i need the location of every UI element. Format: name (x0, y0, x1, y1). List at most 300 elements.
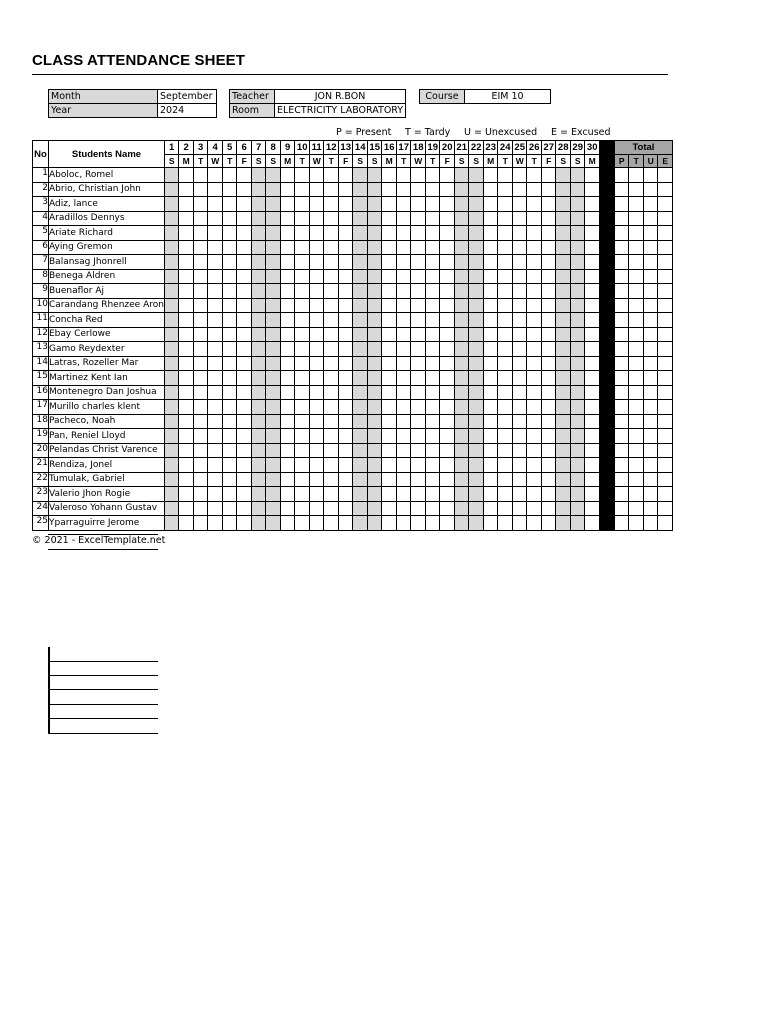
attendance-cell[interactable] (237, 501, 252, 516)
attendance-cell[interactable] (527, 226, 542, 241)
attendance-cell[interactable] (295, 487, 310, 502)
attendance-cell[interactable] (237, 371, 252, 386)
attendance-cell[interactable] (382, 443, 397, 458)
month-value[interactable]: September (157, 89, 217, 104)
attendance-cell[interactable] (208, 211, 223, 226)
attendance-cell[interactable] (512, 356, 527, 371)
attendance-cell[interactable] (309, 197, 324, 212)
attendance-cell[interactable] (440, 269, 455, 284)
attendance-cell[interactable] (382, 197, 397, 212)
attendance-cell[interactable] (570, 385, 585, 400)
attendance-cell[interactable] (164, 356, 179, 371)
attendance-cell[interactable] (512, 342, 527, 357)
attendance-cell[interactable] (251, 226, 266, 241)
attendance-cell[interactable] (179, 487, 194, 502)
attendance-cell[interactable] (512, 472, 527, 487)
attendance-cell[interactable] (585, 516, 600, 531)
attendance-cell[interactable] (295, 516, 310, 531)
attendance-cell[interactable] (396, 284, 411, 299)
attendance-cell[interactable] (295, 429, 310, 444)
attendance-cell[interactable] (382, 182, 397, 197)
attendance-cell[interactable] (193, 342, 208, 357)
attendance-cell[interactable] (251, 313, 266, 328)
attendance-cell[interactable] (556, 501, 571, 516)
attendance-cell[interactable] (411, 458, 426, 473)
attendance-cell[interactable] (222, 168, 237, 183)
attendance-cell[interactable] (585, 371, 600, 386)
attendance-cell[interactable] (164, 371, 179, 386)
attendance-cell[interactable] (512, 284, 527, 299)
attendance-cell[interactable] (309, 443, 324, 458)
attendance-cell[interactable] (454, 168, 469, 183)
attendance-cell[interactable] (324, 327, 339, 342)
attendance-cell[interactable] (396, 342, 411, 357)
attendance-cell[interactable] (556, 516, 571, 531)
attendance-cell[interactable] (280, 182, 295, 197)
attendance-cell[interactable] (179, 342, 194, 357)
attendance-cell[interactable] (237, 487, 252, 502)
attendance-cell[interactable] (541, 342, 556, 357)
student-name[interactable]: Tumulak, Gabriel (49, 472, 165, 487)
attendance-cell[interactable] (570, 197, 585, 212)
attendance-cell[interactable] (324, 516, 339, 531)
attendance-cell[interactable] (208, 472, 223, 487)
attendance-cell[interactable] (498, 385, 513, 400)
attendance-cell[interactable] (541, 429, 556, 444)
attendance-cell[interactable] (498, 226, 513, 241)
attendance-cell[interactable] (237, 458, 252, 473)
attendance-cell[interactable] (469, 371, 484, 386)
student-name[interactable]: Murillo charles klent (49, 400, 165, 415)
attendance-cell[interactable] (193, 313, 208, 328)
attendance-cell[interactable] (556, 313, 571, 328)
attendance-cell[interactable] (527, 168, 542, 183)
attendance-cell[interactable] (425, 501, 440, 516)
attendance-cell[interactable] (324, 443, 339, 458)
student-name[interactable]: Ariate Richard (49, 226, 165, 241)
attendance-cell[interactable] (469, 487, 484, 502)
attendance-cell[interactable] (411, 226, 426, 241)
attendance-cell[interactable] (396, 501, 411, 516)
attendance-cell[interactable] (556, 284, 571, 299)
attendance-cell[interactable] (193, 182, 208, 197)
attendance-cell[interactable] (222, 284, 237, 299)
attendance-cell[interactable] (179, 501, 194, 516)
attendance-cell[interactable] (483, 356, 498, 371)
attendance-cell[interactable] (280, 211, 295, 226)
attendance-cell[interactable] (411, 269, 426, 284)
attendance-cell[interactable] (280, 443, 295, 458)
attendance-cell[interactable] (585, 501, 600, 516)
attendance-cell[interactable] (266, 443, 281, 458)
attendance-cell[interactable] (440, 313, 455, 328)
attendance-cell[interactable] (164, 429, 179, 444)
attendance-cell[interactable] (454, 400, 469, 415)
attendance-cell[interactable] (469, 342, 484, 357)
attendance-cell[interactable] (193, 298, 208, 313)
attendance-cell[interactable] (367, 487, 382, 502)
attendance-cell[interactable] (208, 284, 223, 299)
attendance-cell[interactable] (309, 313, 324, 328)
attendance-cell[interactable] (324, 371, 339, 386)
attendance-cell[interactable] (512, 414, 527, 429)
attendance-cell[interactable] (585, 385, 600, 400)
student-name[interactable]: Latras, Rozeller Mar (49, 356, 165, 371)
attendance-cell[interactable] (440, 429, 455, 444)
attendance-cell[interactable] (367, 472, 382, 487)
attendance-cell[interactable] (237, 269, 252, 284)
student-name[interactable]: Yparraguirre Jerome (49, 516, 165, 531)
attendance-cell[interactable] (266, 269, 281, 284)
attendance-cell[interactable] (193, 385, 208, 400)
attendance-cell[interactable] (179, 168, 194, 183)
attendance-cell[interactable] (425, 371, 440, 386)
attendance-cell[interactable] (440, 240, 455, 255)
attendance-cell[interactable] (512, 327, 527, 342)
attendance-cell[interactable] (411, 414, 426, 429)
attendance-cell[interactable] (556, 182, 571, 197)
attendance-cell[interactable] (237, 313, 252, 328)
attendance-cell[interactable] (193, 443, 208, 458)
attendance-cell[interactable] (164, 501, 179, 516)
attendance-cell[interactable] (353, 400, 368, 415)
attendance-cell[interactable] (382, 501, 397, 516)
student-name[interactable]: Montenegro Dan Joshua (49, 385, 165, 400)
attendance-cell[interactable] (440, 226, 455, 241)
attendance-cell[interactable] (309, 327, 324, 342)
attendance-cell[interactable] (179, 327, 194, 342)
attendance-cell[interactable] (222, 197, 237, 212)
attendance-cell[interactable] (353, 371, 368, 386)
attendance-cell[interactable] (556, 385, 571, 400)
attendance-cell[interactable] (338, 269, 353, 284)
attendance-cell[interactable] (251, 284, 266, 299)
attendance-cell[interactable] (527, 182, 542, 197)
student-name[interactable]: Aradillos Dennys (49, 211, 165, 226)
attendance-cell[interactable] (353, 255, 368, 270)
attendance-cell[interactable] (280, 356, 295, 371)
attendance-cell[interactable] (237, 211, 252, 226)
attendance-cell[interactable] (469, 298, 484, 313)
attendance-cell[interactable] (541, 356, 556, 371)
attendance-cell[interactable] (338, 298, 353, 313)
attendance-cell[interactable] (208, 226, 223, 241)
attendance-cell[interactable] (483, 443, 498, 458)
attendance-cell[interactable] (454, 226, 469, 241)
attendance-cell[interactable] (411, 327, 426, 342)
attendance-cell[interactable] (324, 356, 339, 371)
attendance-cell[interactable] (280, 226, 295, 241)
attendance-cell[interactable] (556, 429, 571, 444)
attendance-cell[interactable] (585, 226, 600, 241)
attendance-cell[interactable] (367, 327, 382, 342)
attendance-cell[interactable] (164, 516, 179, 531)
attendance-cell[interactable] (425, 472, 440, 487)
attendance-cell[interactable] (338, 458, 353, 473)
student-name[interactable]: Pacheco, Noah (49, 414, 165, 429)
attendance-cell[interactable] (179, 356, 194, 371)
attendance-cell[interactable] (193, 472, 208, 487)
attendance-cell[interactable] (208, 240, 223, 255)
attendance-cell[interactable] (324, 211, 339, 226)
attendance-cell[interactable] (237, 342, 252, 357)
attendance-cell[interactable] (280, 516, 295, 531)
attendance-cell[interactable] (295, 211, 310, 226)
attendance-cell[interactable] (309, 414, 324, 429)
attendance-cell[interactable] (237, 385, 252, 400)
attendance-cell[interactable] (237, 356, 252, 371)
attendance-cell[interactable] (338, 327, 353, 342)
attendance-cell[interactable] (222, 429, 237, 444)
attendance-cell[interactable] (164, 327, 179, 342)
attendance-cell[interactable] (382, 414, 397, 429)
attendance-cell[interactable] (179, 182, 194, 197)
attendance-cell[interactable] (280, 400, 295, 415)
attendance-cell[interactable] (585, 487, 600, 502)
attendance-cell[interactable] (541, 197, 556, 212)
attendance-cell[interactable] (570, 501, 585, 516)
attendance-cell[interactable] (469, 516, 484, 531)
attendance-cell[interactable] (469, 414, 484, 429)
attendance-cell[interactable] (295, 240, 310, 255)
attendance-cell[interactable] (469, 385, 484, 400)
attendance-cell[interactable] (570, 414, 585, 429)
attendance-cell[interactable] (440, 342, 455, 357)
attendance-cell[interactable] (585, 313, 600, 328)
attendance-cell[interactable] (469, 313, 484, 328)
attendance-cell[interactable] (585, 298, 600, 313)
attendance-cell[interactable] (338, 356, 353, 371)
attendance-cell[interactable] (469, 400, 484, 415)
attendance-cell[interactable] (222, 313, 237, 328)
attendance-cell[interactable] (483, 313, 498, 328)
attendance-cell[interactable] (527, 501, 542, 516)
attendance-cell[interactable] (382, 269, 397, 284)
attendance-cell[interactable] (193, 487, 208, 502)
attendance-cell[interactable] (251, 168, 266, 183)
attendance-cell[interactable] (179, 298, 194, 313)
attendance-cell[interactable] (411, 516, 426, 531)
attendance-cell[interactable] (222, 487, 237, 502)
attendance-cell[interactable] (556, 240, 571, 255)
attendance-cell[interactable] (440, 501, 455, 516)
attendance-cell[interactable] (266, 371, 281, 386)
attendance-cell[interactable] (396, 298, 411, 313)
attendance-cell[interactable] (512, 182, 527, 197)
attendance-cell[interactable] (237, 240, 252, 255)
attendance-cell[interactable] (570, 182, 585, 197)
attendance-cell[interactable] (556, 443, 571, 458)
attendance-cell[interactable] (295, 197, 310, 212)
attendance-cell[interactable] (570, 429, 585, 444)
attendance-cell[interactable] (280, 255, 295, 270)
attendance-cell[interactable] (353, 269, 368, 284)
attendance-cell[interactable] (527, 443, 542, 458)
attendance-cell[interactable] (251, 501, 266, 516)
attendance-cell[interactable] (353, 414, 368, 429)
attendance-cell[interactable] (251, 327, 266, 342)
attendance-cell[interactable] (411, 385, 426, 400)
attendance-cell[interactable] (570, 400, 585, 415)
attendance-cell[interactable] (483, 269, 498, 284)
attendance-cell[interactable] (266, 356, 281, 371)
attendance-cell[interactable] (469, 356, 484, 371)
attendance-cell[interactable] (222, 356, 237, 371)
attendance-cell[interactable] (382, 284, 397, 299)
attendance-cell[interactable] (208, 197, 223, 212)
attendance-cell[interactable] (541, 385, 556, 400)
attendance-cell[interactable] (454, 197, 469, 212)
attendance-cell[interactable] (367, 240, 382, 255)
attendance-cell[interactable] (556, 197, 571, 212)
attendance-cell[interactable] (237, 168, 252, 183)
attendance-cell[interactable] (425, 487, 440, 502)
attendance-cell[interactable] (353, 327, 368, 342)
attendance-cell[interactable] (440, 356, 455, 371)
attendance-cell[interactable] (309, 472, 324, 487)
attendance-cell[interactable] (251, 472, 266, 487)
attendance-cell[interactable] (454, 356, 469, 371)
attendance-cell[interactable] (179, 516, 194, 531)
attendance-cell[interactable] (382, 298, 397, 313)
attendance-cell[interactable] (425, 168, 440, 183)
attendance-cell[interactable] (208, 371, 223, 386)
attendance-cell[interactable] (469, 472, 484, 487)
attendance-cell[interactable] (498, 356, 513, 371)
attendance-cell[interactable] (440, 255, 455, 270)
attendance-cell[interactable] (396, 385, 411, 400)
attendance-cell[interactable] (541, 327, 556, 342)
attendance-cell[interactable] (570, 472, 585, 487)
attendance-cell[interactable] (237, 255, 252, 270)
attendance-cell[interactable] (469, 501, 484, 516)
attendance-cell[interactable] (353, 342, 368, 357)
attendance-cell[interactable] (570, 327, 585, 342)
course-value[interactable]: EIM 10 (464, 89, 551, 104)
attendance-cell[interactable] (237, 197, 252, 212)
attendance-cell[interactable] (324, 487, 339, 502)
attendance-cell[interactable] (396, 269, 411, 284)
attendance-cell[interactable] (280, 284, 295, 299)
attendance-cell[interactable] (498, 240, 513, 255)
attendance-cell[interactable] (324, 240, 339, 255)
attendance-cell[interactable] (469, 429, 484, 444)
attendance-cell[interactable] (527, 197, 542, 212)
attendance-cell[interactable] (324, 414, 339, 429)
attendance-cell[interactable] (570, 356, 585, 371)
attendance-cell[interactable] (295, 182, 310, 197)
attendance-cell[interactable] (237, 516, 252, 531)
attendance-cell[interactable] (454, 255, 469, 270)
attendance-cell[interactable] (411, 255, 426, 270)
attendance-cell[interactable] (222, 371, 237, 386)
attendance-cell[interactable] (396, 458, 411, 473)
attendance-cell[interactable] (425, 255, 440, 270)
attendance-cell[interactable] (498, 501, 513, 516)
attendance-cell[interactable] (280, 342, 295, 357)
attendance-cell[interactable] (425, 327, 440, 342)
student-name[interactable]: Abrio, Christian John (49, 182, 165, 197)
attendance-cell[interactable] (498, 255, 513, 270)
attendance-cell[interactable] (280, 385, 295, 400)
attendance-cell[interactable] (512, 197, 527, 212)
attendance-cell[interactable] (527, 240, 542, 255)
attendance-cell[interactable] (353, 298, 368, 313)
attendance-cell[interactable] (222, 414, 237, 429)
attendance-cell[interactable] (425, 182, 440, 197)
attendance-cell[interactable] (396, 255, 411, 270)
attendance-cell[interactable] (164, 284, 179, 299)
attendance-cell[interactable] (208, 400, 223, 415)
attendance-cell[interactable] (585, 197, 600, 212)
attendance-cell[interactable] (338, 226, 353, 241)
attendance-cell[interactable] (512, 458, 527, 473)
attendance-cell[interactable] (353, 284, 368, 299)
attendance-cell[interactable] (251, 385, 266, 400)
attendance-cell[interactable] (251, 516, 266, 531)
attendance-cell[interactable] (498, 400, 513, 415)
attendance-cell[interactable] (179, 458, 194, 473)
attendance-cell[interactable] (208, 182, 223, 197)
attendance-cell[interactable] (454, 458, 469, 473)
attendance-cell[interactable] (367, 429, 382, 444)
attendance-cell[interactable] (527, 516, 542, 531)
attendance-cell[interactable] (208, 385, 223, 400)
attendance-cell[interactable] (469, 269, 484, 284)
attendance-cell[interactable] (367, 197, 382, 212)
attendance-cell[interactable] (512, 516, 527, 531)
attendance-cell[interactable] (585, 255, 600, 270)
attendance-cell[interactable] (382, 211, 397, 226)
attendance-cell[interactable] (483, 284, 498, 299)
attendance-cell[interactable] (266, 211, 281, 226)
attendance-cell[interactable] (541, 414, 556, 429)
attendance-cell[interactable] (266, 298, 281, 313)
attendance-cell[interactable] (324, 226, 339, 241)
attendance-cell[interactable] (179, 284, 194, 299)
attendance-cell[interactable] (266, 197, 281, 212)
attendance-cell[interactable] (266, 284, 281, 299)
attendance-cell[interactable] (280, 414, 295, 429)
attendance-cell[interactable] (425, 414, 440, 429)
attendance-cell[interactable] (512, 255, 527, 270)
attendance-cell[interactable] (164, 385, 179, 400)
attendance-cell[interactable] (454, 327, 469, 342)
attendance-cell[interactable] (338, 255, 353, 270)
attendance-cell[interactable] (469, 182, 484, 197)
attendance-cell[interactable] (411, 429, 426, 444)
attendance-cell[interactable] (469, 458, 484, 473)
attendance-cell[interactable] (353, 487, 368, 502)
attendance-cell[interactable] (454, 443, 469, 458)
attendance-cell[interactable] (411, 313, 426, 328)
attendance-cell[interactable] (396, 197, 411, 212)
attendance-cell[interactable] (440, 487, 455, 502)
attendance-cell[interactable] (440, 458, 455, 473)
attendance-cell[interactable] (367, 226, 382, 241)
attendance-cell[interactable] (208, 342, 223, 357)
attendance-cell[interactable] (266, 458, 281, 473)
attendance-cell[interactable] (483, 487, 498, 502)
attendance-cell[interactable] (193, 284, 208, 299)
attendance-cell[interactable] (251, 400, 266, 415)
attendance-cell[interactable] (454, 298, 469, 313)
attendance-cell[interactable] (280, 197, 295, 212)
attendance-cell[interactable] (483, 429, 498, 444)
attendance-cell[interactable] (396, 472, 411, 487)
attendance-cell[interactable] (193, 429, 208, 444)
attendance-cell[interactable] (222, 385, 237, 400)
